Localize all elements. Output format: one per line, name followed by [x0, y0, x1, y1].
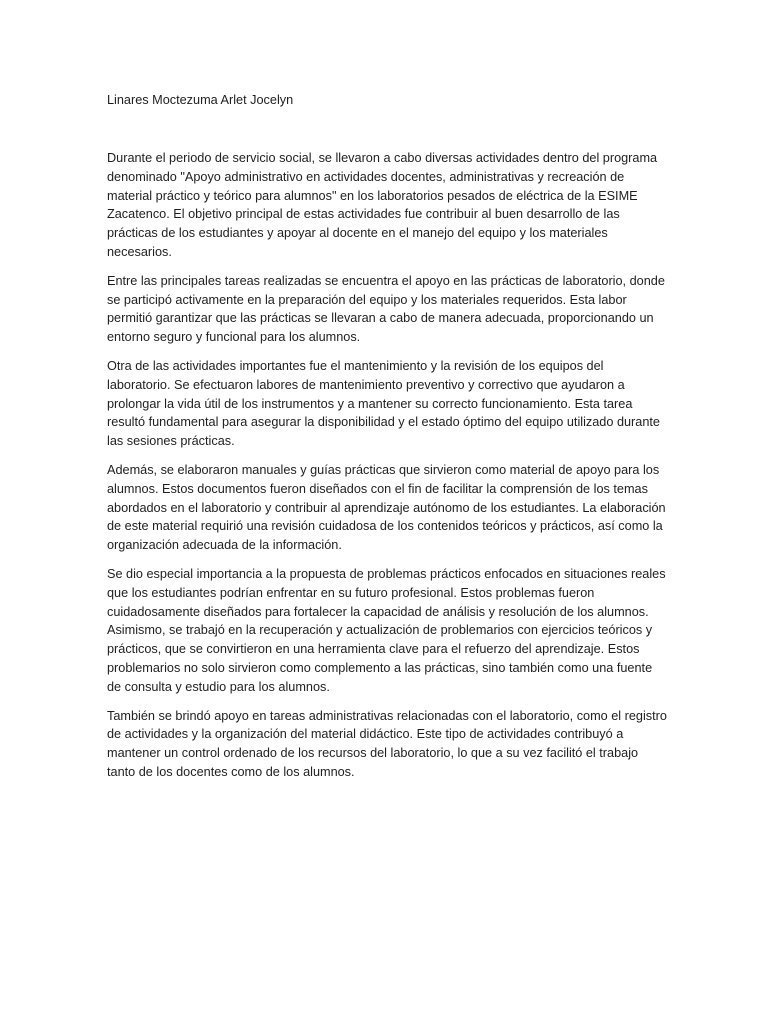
- document-body: [107, 149, 667, 792]
- author-name: Linares Moctezuma Arlet Jocelyn: [107, 93, 294, 107]
- paragraph-3: Otra de las actividades importantes fue el mantenimiento y la revisión de los equipos del laboratorio. Se efectuaron labores de mantenimiento preventivo y correctivo que ayudaron a prolongar la vida útil de los instrumentos y a mantener su correcto funcionamiento. Esta tarea resultó fundamental para asegurar la disponibilidad y el estado óptimo del equipo utilizado durante las sesiones prácticas.: [107, 358, 660, 449]
- paragraph-4: Además, se elaboraron manuales y guías prácticas que sirvieron como material de apoyo para los alumnos. Estos documentos fueron diseñados con el fin de facilitar la comprensión de los temas abordados en el laboratorio y contribuir al aprendizaje autónomo de los estudiantes. La elaboración de este material requirió una revisión cuidadosa de los contenidos teóricos y prácticos, así como la organización adecuada de la información.: [107, 462, 666, 553]
- paragraph-2: Entre las principales tareas realizadas se encuentra el apoyo en las prácticas de laboratorio, donde se participó activamente en la preparación del equipo y los materiales requeridos. Esta labor permitió garantizar que las prácticas se llevaran a cabo de manera adecuada, proporcionando un entorno seguro y funcional para los alumnos.: [107, 273, 665, 345]
- paragraph-6: También se brindó apoyo en tareas administrativas relacionadas con el laboratorio, como el registro de actividades y la organización del material didáctico. Este tipo de actividades contribuyó a mantener un control ordenado de los recursos del laboratorio, lo que a su vez facilitó el trabajo tanto de los docentes como de los alumnos.: [107, 708, 667, 779]
- paragraph-5: Se dio especial importancia a la propuesta de problemas prácticos enfocados en situaciones reales que los estudiantes podrían enfrentar en su futuro profesional. Estos problemas fueron cuidadosamente diseñados para fortalecer la capacidad de análisis y resolución de los alumnos. Asimismo, se trabajó en la recuperación y actualización de problemarios con ejercicios teóricos y prácticos, que se convirtieron en una herramienta clave para el refuerzo del aprendizaje. Estos problemarios no solo sirvieron como complemento a las prácticas, sino también como una fuente de consulta y estudio para los alumnos.: [107, 566, 666, 694]
- paragraph-1: Durante el periodo de servicio social, se llevaron a cabo diversas actividades dentro del programa denominado "Apoyo administrativo en actividades docentes, administrativas y recreación de material práctico y teórico para alumnos" en los laboratorios pesados de eléctrica de la ESIME Zacatenco. El objetivo principal de estas actividades fue contribuir al buen desarrollo de las prácticas de los estudiantes y apoyar al docente en el manejo del equipo y los materiales necesarios.: [107, 151, 658, 259]
